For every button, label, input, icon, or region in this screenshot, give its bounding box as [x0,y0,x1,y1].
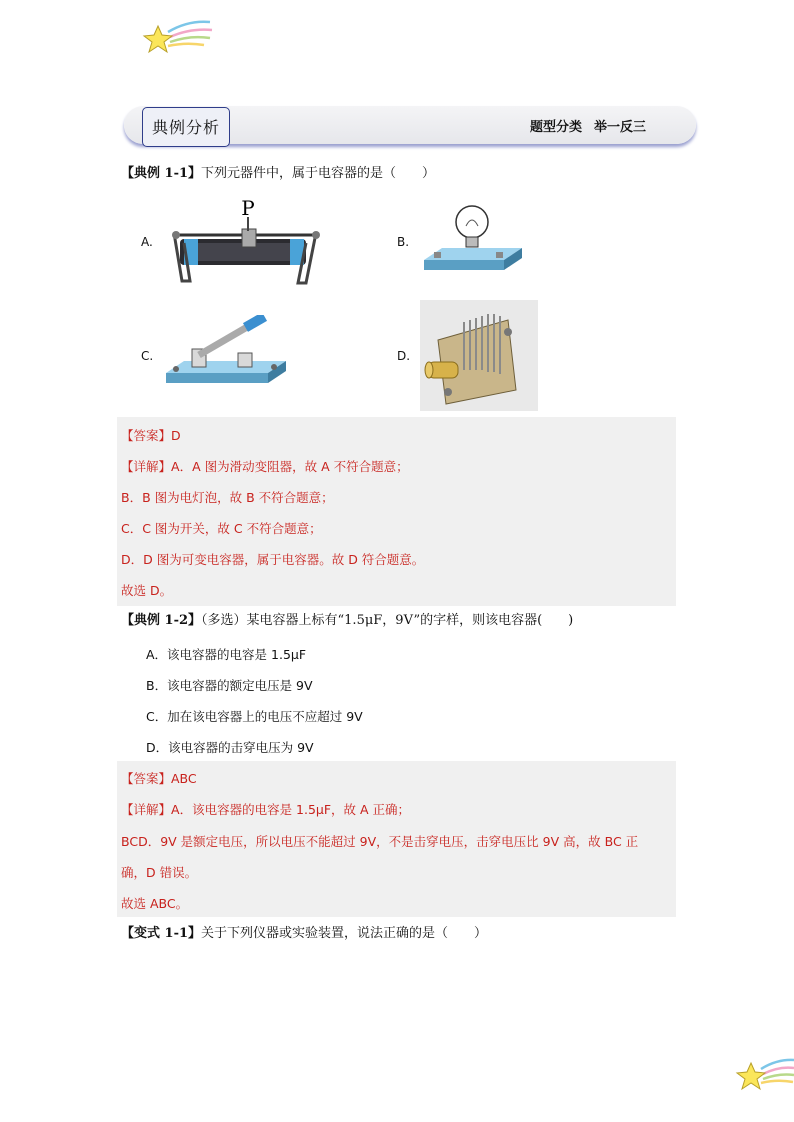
example-1-1-detail-line-1 [121,457,409,475]
example-1-2-detail-line-2: BCD．9V 是额定电压，所以电压不能超过 9V，不是击穿电压，击穿电压比 9V 高，故 BC 正 [121,834,639,849]
variant-1-1-text: 关于下列仪器或实验装置，说法正确的是（ ） [201,926,488,941]
option-b-label: B. [397,235,410,249]
choice-c: C．加在该电容器上的电压不应超过 9V [146,709,363,724]
variable-capacitor-image [420,300,538,411]
subtitle-classify: 题型分类 [530,120,583,135]
example-1-1-text: 下列元器件中，属于电容器的是（ ） [201,166,436,181]
example-1-2-answer: 【答案】ABC [121,771,197,786]
example-1-1-detail-line-4: D．D 图为可变电容器，属于电容器。故 D 符合题意。 [121,552,425,567]
choice-b: B．该电容器的额定电压是 9V [146,678,313,693]
option-a-label: A. [141,235,153,249]
example-1-1-tag: 【典例 1-1】 [121,166,202,181]
example-1-2-detail-line-3: 确，D 错误。 [121,865,198,880]
example-1-1-question [121,165,435,183]
shooting-star-icon-top [140,18,215,60]
option-d-label: D. [397,349,411,363]
example-1-2-tag: 【典例 1-2】 [121,613,202,628]
example-1-1-detail-line-3: C．C 图为开关，故 C 不符合题意； [121,521,322,536]
example-1-1-answer: 【答案】D [121,428,181,443]
example-1-1-detail-line-5: 故选 D。 [121,583,173,598]
section-tab-label: 典例分析 [142,107,230,147]
choice-a: A．该电容器的电容是 1.5μF [146,647,307,662]
light-bulb-image [420,200,524,280]
shooting-star-icon-bottom [733,1055,794,1097]
example-1-1-answer-box [117,417,676,606]
detail-text: A．A 图为滑动变阻器，故 A 不符合题意； [171,459,409,474]
example-1-2-question [121,612,573,630]
variant-1-1-tag: 【变式 1-1】 [121,926,202,941]
example-1-2-detail-line-1 [121,800,410,818]
knife-switch-image [162,315,288,395]
variant-1-1-question [121,925,487,943]
choice-d: D．该电容器的击穿电压为 9V [146,740,314,755]
example-1-2-detail-line-4: 故选 ABC。 [121,896,189,911]
detail-label: 【详解】 [121,459,172,474]
section-subtitle [530,116,658,135]
detail-text: A．该电容器的电容是 1.5μF，故 A 正确； [171,802,411,817]
example-1-1-detail-line-2: B．B 图为电灯泡，故 B 不符合题意； [121,490,334,505]
example-1-2-text: （多选）某电容器上标有“1.5μF，9V”的字样，则该电容器( ) [201,613,574,628]
detail-label: 【详解】 [121,802,172,817]
rheostat-image [160,195,326,287]
option-c-label: C. [141,349,154,363]
rheostat-letter: P [241,196,255,220]
subtitle-practice: 举一反三 [594,120,647,135]
